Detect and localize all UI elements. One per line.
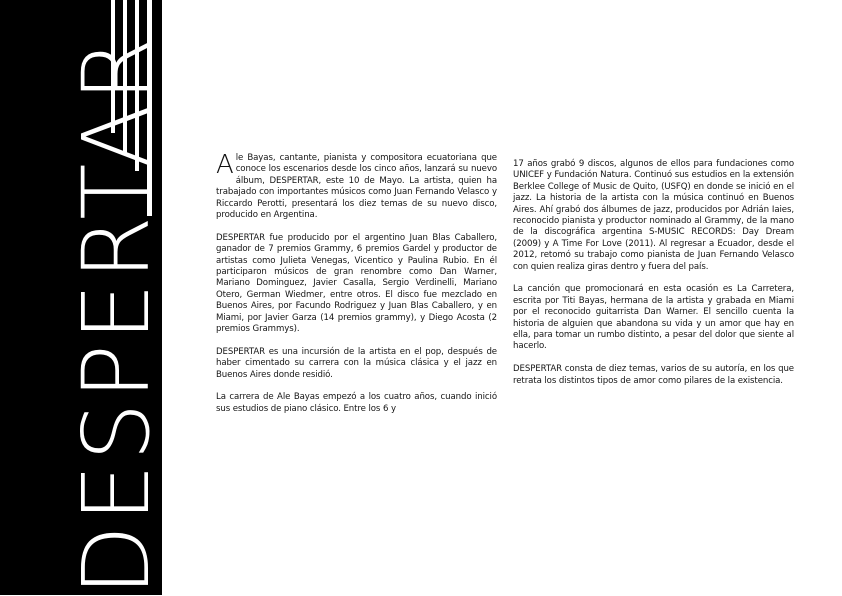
paragraph: DESPERTAR fue producido por el argentino Juan Blas Caballero, ganador de 7 premios Grammy, 6 premios Gardel y productor de artistas como Julieta Venegas, Vicentico y Paulina Rubio. En él participaron músicos de gran renombre como Dan Warner, Mariano Dominguez, Javier Casalla, Sergio Verdinelli, Mariano Otero, German Wiedmer, entre otros. El disco fue mezclado en Buenos Aires, por Facundo Rodriguez y Juan Blas Caballero, y en Miami, por Javier Garza (14 premios grammy), y Diego Acosta (2 premios Grammys). [216,232,497,335]
paragraph: La carrera de Ale Bayas empezó a los cuatro años, cuando inició sus estudios de piano clásico. Entre los 6 y [216,392,497,414]
paragraph: Ale Bayas, cantante, pianista y compositora ecuatoriana que conoce los escenarios desde los cinco años, lanzará su nuevo álbum, DESPERTAR, este 10 de Mayo. La artista, quien ha trabajado con importantes músicos como Juan Fernando Velasco y Riccardo Perotti, presentará los diez temas de su nuevo disco, producido en Argentina. [216,150,497,221]
paragraph: 17 años grabó 9 discos, algunos de ellos para fundaciones como UNICEF y Fundación Natura. Continuó sus estudios en la extensión Berklee College of Music de Quito, (USFQ) en donde se inició en el jazz. La historia de la artista con la música continuó en Buenos Aires. Ahí grabó dos álbumes de jazz, producidos por Adrián Iaies, reconocido pianista y productor nominado al Grammy, de la mano de la discográfica argentina S-MUSIC RECORDS: Day Dream (2009) y A Time For Love (2011). Al regresar a Ecuador, desde el 2012, retomó su trabajo como pianista de Juan Fernando Velasco con quien realiza giras dentro y fuera del país. [513,159,794,272]
paragraph: DESPERTAR es una incursión de la artista en el pop, después de haber cimentado su carrera con la música clásica y el jazz en Buenos Aires donde residió. [216,346,497,380]
paragraph: DESPERTAR consta de diez temas, varios de su autoría, en los que retrata los distintos tipos de amor como pilares de la existencia. [513,364,794,386]
page-title: DESPERTAR [63,34,170,596]
drop-cap: A [216,150,234,180]
black-sidebar [0,0,170,596]
paragraph: La canción que promocionará en esta ocasión es La Carretera, escrita por Titi Bayas, hermana de la artista y grabada en Miami por el reconocido guitarrista Dan Warner. El sencillo cuenta la historia de alguien que abandona su vida y un amor que hay en ella, para tomar un rumbo distinto, a pesar del dolor que siente al hacerlo. [513,284,794,352]
article-right-column [513,159,794,398]
article-left-column [216,150,497,427]
